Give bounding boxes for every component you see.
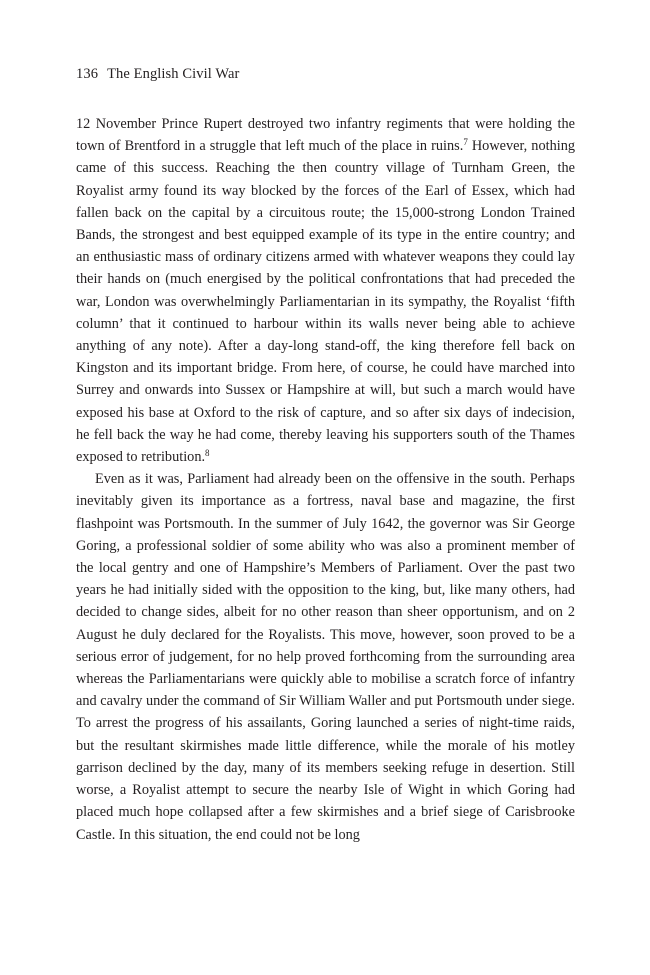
body-text [76,113,575,846]
footnote-reference: 7 [463,137,468,148]
book-title: The English Civil War [107,66,240,82]
paragraph: Even as it was, Parliament had already been on the offensive in the south. Perhaps inevitably given its importance as a fortress, naval base and magazine, the first flashpoint was Portsmouth. In the summer of July 1642, the governor was Sir George Goring, a professional soldier of some ability who was also a prominent member of the local gentry and one of Hampshire’s Members of Parliament. Over the past two years he had initially sided with the opposition to the king, but, like many others, had decided to change sides, albeit for no other reason than sheer opportunism, and on 2 August he duly declared for the Royalists. This move, however, soon proved to be a serious error of judgement, for no help proved forthcoming from the surrounding area whereas the Parliamentarians were quickly able to mobilise a scratch force of infantry and cavalry under the command of Sir William Waller and put Portsmouth under siege. To arrest the progress of his assailants, Goring launched a series of night-time raids, but the resultant skirmishes made little difference, while the morale of his motley garrison declined by the day, many of its members seeking refuge in desertion. Still worse, a Royalist attempt to secure the nearby Isle of Wight in which Goring had placed much hope collapsed after a few skirmishes and a brief siege of Carisbrooke Castle. In this situation, the end could not be long [76,471,575,843]
page-number: 136 [76,66,99,82]
paragraph-text: 12 November Prince Rupert destroyed two infantry regiments that were holding the town of Brentford in a struggle that left much of the place in ruins. [76,116,575,155]
footnote-reference: 8 [205,448,210,459]
running-head [76,66,239,83]
paragraph-continued [76,113,575,468]
paragraph-text: However, nothing came of this success. Reaching the then country village of Turnham Green, the Royalist army found its way blocked by the forces of the Earl of Essex, which had fallen back on the capital by a circuitous route; the 15,000-strong London Trained Bands, the strongest and best equipped example of its type in the entire country; and an enthusiastic mass of ordinary citizens armed with whatever weapons they could lay their hands on (much energised by the political confrontations that had preceded the war, London was overwhelmingly Parliamentarian in its sympathy, the Royalist ‘fifth column’ that it continued to harbour within its walls never being able to achieve anything of any note). After a day-long stand-off, the king therefore fell back on Kingston and its important bridge. From here, of course, he could have marched into Surrey and onwards into Sussex or Hampshire at will, but such a march would have exposed his base at Oxford to the risk of capture, and so after six days of indecision, he fell back the way he had come, thereby leaving his supporters south of the Thames exposed to retribution. [76,138,575,466]
